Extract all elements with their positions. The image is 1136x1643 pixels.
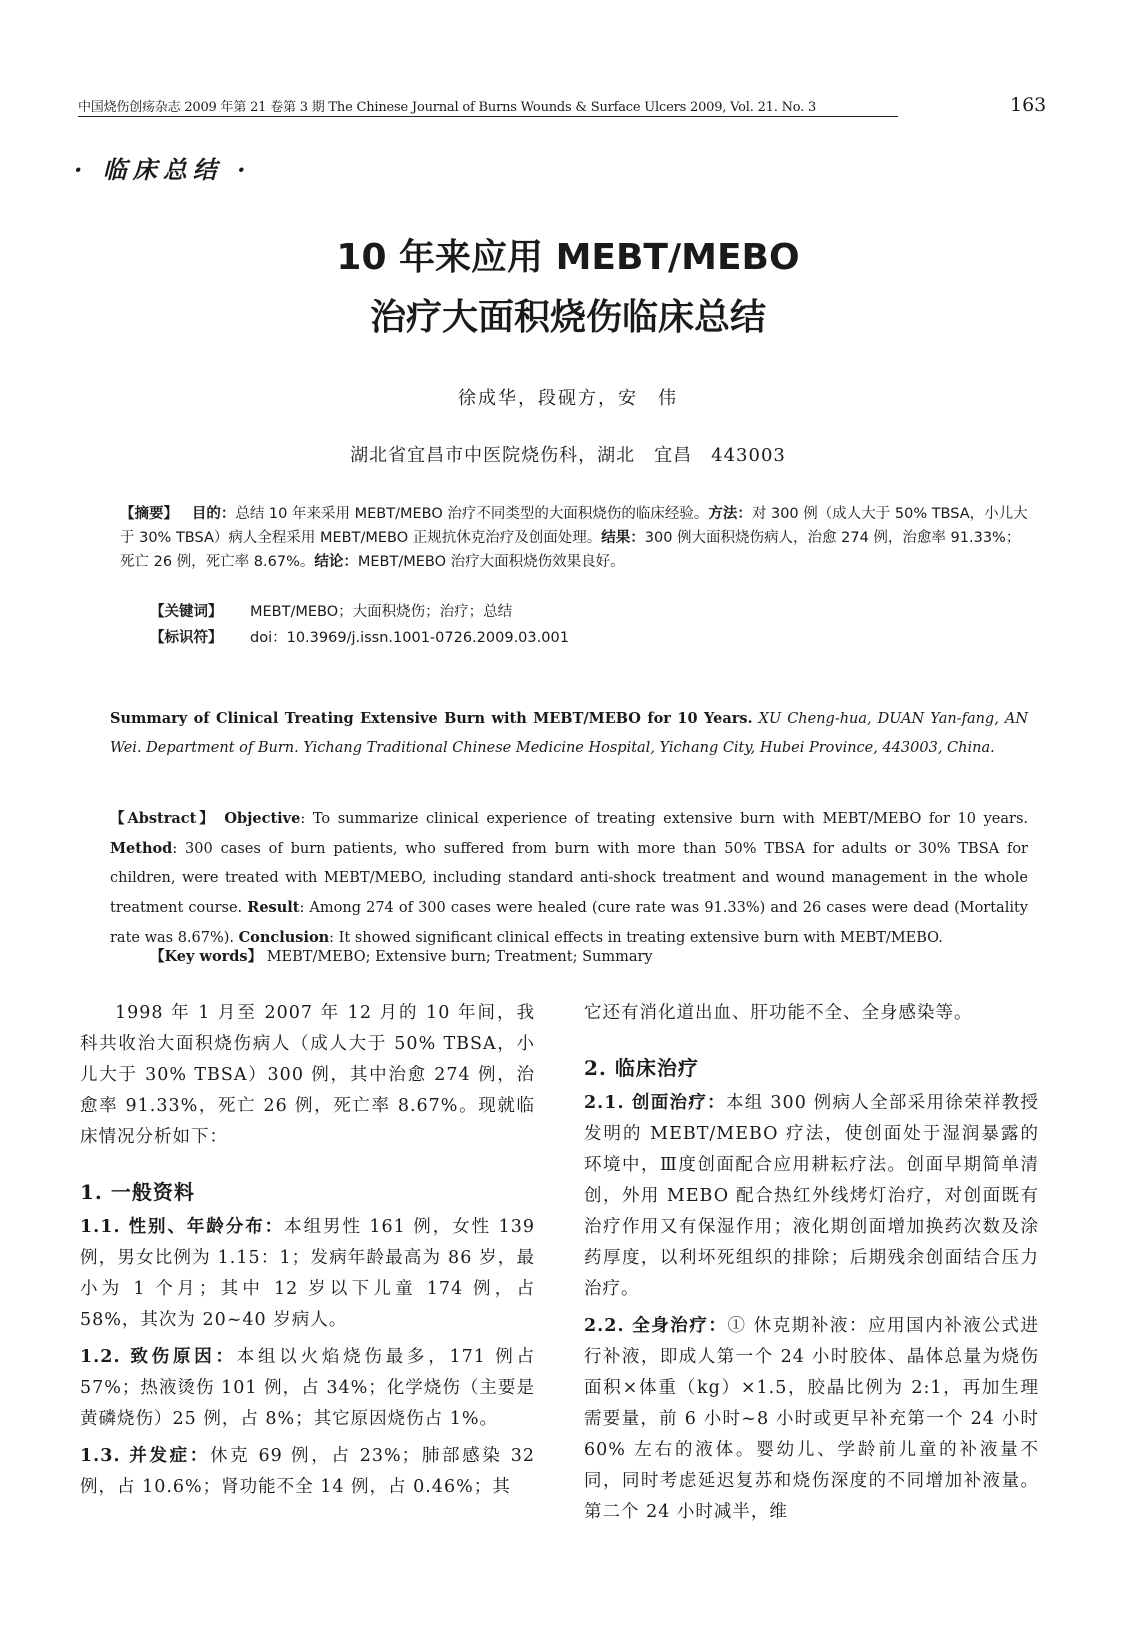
en-result: : Among 274 of 300 cases were healed (cure rate was 91.33%) and 26 cases were dead (Mortality rate was 8.67%).	[110, 900, 1029, 946]
section-2-2	[584, 1311, 1039, 1528]
cn-doi-line	[150, 626, 1030, 647]
en-title-block	[110, 704, 1028, 763]
body-right-column	[584, 998, 1039, 1528]
en-method-label: Method	[110, 840, 173, 857]
article-title-line2: 治疗大面积烧伤临床总结	[369, 297, 766, 338]
section-1-2-text: 本组以火焰烧伤最多，171 例占 57%；热液烫伤 101 例，占 34%；化学烧伤（主要是黄磷烧伤）25 例，占 8%；其它原因烧伤占 1%。	[80, 1347, 535, 1429]
cn-keywords-line	[150, 600, 1030, 621]
section-1-2-label: 1.2. 致伤原因：	[80, 1347, 237, 1367]
heading-clinical-treatment: 2. 临床治疗	[584, 1056, 699, 1080]
cn-method-label: 方法：	[708, 506, 752, 522]
cn-abstract	[120, 502, 1030, 574]
cn-keywords: MEBT/MEBO；大面积烧伤；治疗；总结	[250, 604, 513, 620]
en-keywords: MEBT/MEBO; Extensive burn; Treatment; Summary	[266, 949, 653, 965]
en-authors-affil: XU Cheng-hua, DUAN Yan-fang, AN Wei. Department of Burn. Yichang Traditional Chinese Medicine Hospital, Yichang City, Hubei Province, 443003, China.	[110, 711, 1029, 756]
page-number: 163	[1010, 94, 1047, 116]
cn-doi-tag: 【标识符】	[150, 630, 223, 646]
section-1-3	[80, 1441, 535, 1503]
body-left-column	[80, 998, 535, 1503]
cn-abstract-tag: 【摘要】	[120, 506, 178, 522]
continued-paragraph: 它还有消化道出血、肝功能不全、全身感染等。	[584, 1003, 973, 1023]
article-title-line1: 10 年来应用 MEBT/MEBO	[336, 237, 800, 278]
en-method: : 300 cases of burn patients, who suffered from burn with more than 50% TBSA for adults or 30% TBSA for children, were treated with MEBT/MEBO, including standard anti-shock treatment and wound management in the whole treatment course.	[110, 841, 1028, 916]
en-title: Summary of Clinical Treating Extensive Burn with MEBT/MEBO for 10 Years.	[110, 710, 753, 727]
en-keywords-line	[150, 942, 1028, 972]
en-result-label: Result	[247, 899, 300, 916]
cn-doi: doi：10.3969/j.issn.1001-0726.2009.03.001	[250, 630, 569, 646]
section-1-1	[80, 1212, 535, 1336]
cn-keywords-tag: 【关键词】	[150, 604, 223, 620]
section-2-1-text: 本组 300 例病人全部采用徐荣祥教授发明的 MEBT/MEBO 疗法，使创面处于湿润暴露的环境中，Ⅲ度创面配合应用耕耘疗法。创面早期简单清创，外用 MEBO 配合热红外线烤灯治疗，对创面既有治疗作用又有保湿作用；液化期创面增加换药次数及涂药厚度，以利坏死组织的排除；后期残余创面结合压力治疗。	[584, 1093, 1039, 1299]
section-1-3-text: 休克 69 例，占 23%；肺部感染 32 例，占 10.6%；肾功能不全 14 例，占 0.46%；其	[80, 1446, 535, 1497]
section-2-2-label: 2.2. 全身治疗：	[584, 1316, 728, 1336]
en-keywords-tag: 【Key words】	[150, 948, 263, 965]
section-1-1-text: 本组男性 161 例，女性 139 例，男女比例为 1.15：1；发病年龄最高为 86 岁，最小为 1 个月；其中 12 岁以下儿童 174 例，占 58%，其次为 20~40 岁病人。	[80, 1217, 535, 1330]
cn-conclusion: MEBT/MEBO 治疗大面积烧伤效果良好。	[357, 554, 625, 570]
section-1-1-label: 1.1. 性别、年龄分布：	[80, 1217, 285, 1237]
authors: 徐成华，段砚方，安 伟	[458, 388, 678, 409]
cn-method: 对 300 例（成人大于 50% TBSA，小儿大于 30% TBSA）病人全程采用 MEBT/MEBO 正规抗休克治疗及创面处理。	[120, 506, 1028, 546]
en-objective: : To summarize clinical experience of treating extensive burn with MEBT/MEBO for 10 years.	[300, 811, 1029, 827]
en-abstract	[110, 804, 1028, 953]
heading-general-data: 1. 一般资料	[80, 1180, 195, 1204]
en-conclusion-label: Conclusion	[238, 929, 330, 946]
cn-objective-label: 目的：	[191, 506, 236, 522]
section-label: · 临床总结 ·	[74, 155, 252, 184]
en-objective-label: Objective	[224, 810, 301, 827]
cn-result-label: 结果：	[601, 530, 645, 546]
cn-conclusion-label: 结论：	[314, 554, 358, 570]
section-1-3-label: 1.3. 并发症：	[80, 1446, 210, 1466]
en-abstract-tag: 【Abstract】	[110, 810, 217, 827]
running-head: 中国烧伤创疡杂志 2009 年第 21 卷第 3 期 The Chinese Journal of Burns Wounds & Surface Ulcers 2009, Vol. 21. No. 3	[78, 96, 898, 117]
intro-paragraph: 1998 年 1 月至 2007 年 12 月的 10 年间，我科共收治大面积烧伤病人（成人大于 50% TBSA，小儿大于 30% TBSA）300 例，其中治愈 274 例，治愈率 91.33%，死亡 26 例，死亡率 8.67%。现就临床情况分析如下：	[80, 1003, 535, 1147]
section-2-2-text: ① 休克期补液：应用国内补液公式进行补液，即成人第一个 24 小时胶体、晶体总量为烧伤面积×体重（kg）×1.5，胶晶比例为 2:1，再加生理需要量，前 6 小时~8 小时或更早补充第一个 24 小时 60% 左右的液体。婴幼儿、学龄前儿童的补液量不同，同时考虑延迟复苏和烧伤深度的不同增加补液量。第二个 24 小时减半，维	[584, 1316, 1039, 1522]
en-conclusion: : It showed significant clinical effects in treating extensive burn with MEBT/MEBO.	[329, 930, 943, 946]
cn-result: 300 例大面积烧伤病人，治愈 274 例，治愈率 91.33%；死亡 26 例，死亡率 8.67%。	[120, 530, 1021, 570]
cn-objective: 总结 10 年来采用 MEBT/MEBO 治疗不同类型的大面积烧伤的临床经验。	[235, 506, 709, 522]
section-1-2	[80, 1342, 535, 1435]
section-2-1-label: 2.1. 创面治疗：	[584, 1093, 726, 1113]
affiliation: 湖北省宜昌市中医院烧伤科，湖北 宜昌 443003	[350, 445, 786, 466]
section-2-1	[584, 1088, 1039, 1305]
